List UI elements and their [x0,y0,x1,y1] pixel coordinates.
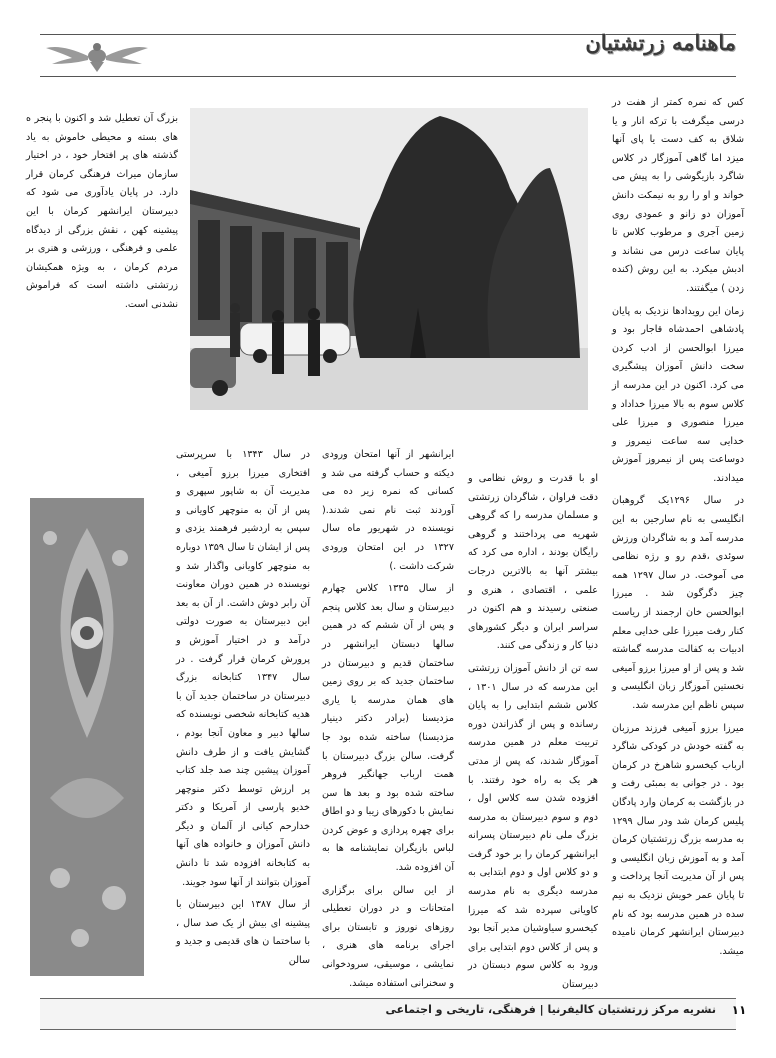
publication-name: نشریه مرکز زرتشتیان کالیفرنیا | فرهنگی، تاریخی و اجتماعی [385,1003,716,1016]
column-mid-left [176,446,310,975]
paragraph: میرزا برزو آمیغی فرزند مرزبان به گفته خودش در کودکی شاگرد ارباب کیخسرو شاهرخ در کرمان بود . در جوانی به بمبئی رفت و در بازگشت به کرمان وارد پادگان پلیس کرمان شد ودر سال ۱۲۹۹ به مدرسه بزرگ زرتشتیان کرمان آمد و به آموزش زبان انگلیسی و پس از آن مدیریت آنجا پرداخت و تا پایان عمر خویش نزدیک به نیم سده در همین مدرسه بود که نام دبیرستان ایرانشهر کرمان نامیده میشد. [612,722,744,957]
column-mid [322,446,454,997]
paragraph: زمان این رویدادها نزدیک به پایان پادشاهی احمدشاه قاجار بود و میرزا ابوالحسن از ادب کردن سخت دانش آموزان پیشگیری می کرد. اکنون در این مدرسه از کلاس سوم به بالا میرزا خداداد و میرزا منصوری و میرزا علی خدایی سه ساعت نیمروز و دوساعت پس از نیمروز آموزش میدادند. [612,305,744,484]
paragraph: بزرگ آن تعطیل شد و اکنون با پنجر ه های بسته و محیطی خاموش به یاد گذشته های پر افتخار خود ، در اختیار سازمان میراث فرهنگی کرمان قرار دارد. در پایان یادآوری می شود که دبیرستان ایرانشهر کرمان با این پیشینه کهن ، نقش بزرگی از دیدگاه علمی و فرهنگی ، ورزشی و هنری بر مردم کرمان ، به ویژه همکیشان زرتشتی داشته است که فراموش نشدنی است. [26,113,178,310]
paragraph: از سال ۱۳۳۵ کلاس چهارم دبیرستان و سال بعد کلاس پنجم و پس از آن ششم که در همین سالها دبستان ایرانشهر در ساختمان قدیم و دبیرستان در ساختمان جدید که بر روی زمین های همان مدرسه با یاری مزدیسنا (برادر دکتر دینیار مزدیسنا) ساخته شده بود جا گرفت. سالن بزرگ دبیرستان با همت ارباب جهانگیر فروهر ساخته شده بود و بعد ها سن نمایش با دکورهای زیبا و دو اطاق برای چهره پردازی و عوض کردن لباس بازیگران نمایشنامه ها به آن افزوده شد. [322,583,454,874]
paragraph: ایرانشهر از آنها امتحان ورودی دیکته و حساب گرفته می شد و کسانی که نمره زیر ده می آوردند ثبت نام نمی شدند.( نویسنده در شهریور ماه سال ۱۳۲۷ در این امتحان ورودی شرکت داشت .) [322,449,454,572]
page-number: ۱۱ [731,1003,747,1017]
paragraph: کس که نمره کمتر از هفت در درسی میگرفت با ترکه انار و یا شلاق به کف دست یا پای آنها میزد اما گاهی آموزگار در کلاس شاگرد بازیگوشی را به پیش می خواند و او را رو به نیمکت دانش آموزان دو زانو و عمودی روی زمین آجری و مرطوب کلاس تا پایان ساعت درس می نشاند و ادبش میکرد. به این روش (کنده زدن ) میگفتند. [612,97,744,294]
paragraph: او با قدرت و روش نظامی و دقت فراوان ، شاگردان زرتشتی و مسلمان مدرسه را که گروهی شهریه می پرداختند و گروهی رایگان بودند ، اداره می کرد که بیشتر آنها به بالاترین درجات علمی ، اقتصادی ، هنری و صنعتی رسیدند و هم اکنون در سراسر ایران و دیگر کشورهای دنیا کار و زندگی می کنند. [468,473,598,652]
ornament-image [30,498,144,976]
faravahar-icon [42,38,152,74]
column-top-left [26,110,178,319]
paragraph: از سال ۱۳۸۷ این دبیرستان با پیشینه ای بیش از یک صد سال ، با ساختما ن های قدیمی و جدید و سالن [176,899,310,967]
paragraph: در سال ۱۳۴۳ با سرپرستی افتخاری میرزا برزو آمیغی ، مدیریت آن به شاپور سپهری و پس از آن به منوچهر کاویانی و سپس به اردشیر فرهمند یزدی و پس از ایشان تا سال ۱۳۵۹ دوباره به منوچهر کاویانی واگذار شد و نویسنده در همین دوران معاونت آن رابر دوش داشت. از آن به بعد این دبیرستان به صورت دولتی درآمد و در اختیار آموزش و پرورش کرمان قرار گرفت . در سال ۱۳۴۷ کتابخانه بزرگ دبیرستان در ساختمان جدید آن با هدیه کتابخانه شخصی نویسنده که سالها دبیر و معاون آنجا بودم ، گشایش یافت و از طرف دانش آموزان پیشین چند صد جلد کتاب پر ارزش توسط دکتر منوچهر خدیو پارسی از آمریکا و دکتر خدارحم کیانی از آلمان و دیگر دانش آموزان و خانواده های آنها به کتابخانه افزوده شد تا دانش آموزان بتوانند از آنها سود جویند. [176,449,311,888]
column-mid-right [468,470,598,999]
school-photo [190,108,588,410]
paragraph: سه تن از دانش آموزان زرتشتی این مدرسه که در سال ۱۳۰۱ ، کلاس ششم ابتدایی را به پایان رسانده و پس از گذراندن دوره تربیت معلم در همین مدرسه آموزگار شدند، که پس از مدتی هر یک به راه خود رفتند. با افزوده شدن سه کلاس اول ، دوم و سوم دبیرستان به مدرسه بزرگ ملی نام دبیرستان پسرانه ایرانشهر کرمان را بر خود گرفت و دو کلاس اول و دوم ابتدایی به مدرسه دیگری به نام مدرسه کاویانی سپرده شد که میرزا کیخسرو سیاوشیان مدیر آنجا بود و پس از کلاس دوم ابتدایی برای ورود به کلاس سوم دبستان در دبیرستان [468,662,598,991]
paragraph: در سال ۱۲۹۶یک گروهبان انگلیسی به نام سارجین به این مدرسه آمد و به شاگردان ورزش سوئدی ،قدم رو و رژه نظامی می آموخت. در سال ۱۲۹۷ همه چیز دگرگون شد . میرزا ابوالحسن خان ارجمند از ریاست کنار رفت میرزا علی خدایی معلم ادبیات به کفالت مدرسه گماشته شد و پس از او میرزا برزو آمیغی نخستین آموزگار زبان انگلیسی و سپس ناظم این مدرسه شد. [612,495,744,711]
page-title: ماهنامه زرتشتیان [585,30,736,55]
header-rule-bottom [40,76,736,77]
column-right [612,94,744,965]
paragraph: از این سالن برای برگزاری امتحانات و در دوران تعطیلی روزهای نوروز و تابستان برای اجرای برنامه های هنری ، نمایشی ، موسیقی، سرودخوانی و سخنرانی استفاده میشد. [322,884,454,989]
